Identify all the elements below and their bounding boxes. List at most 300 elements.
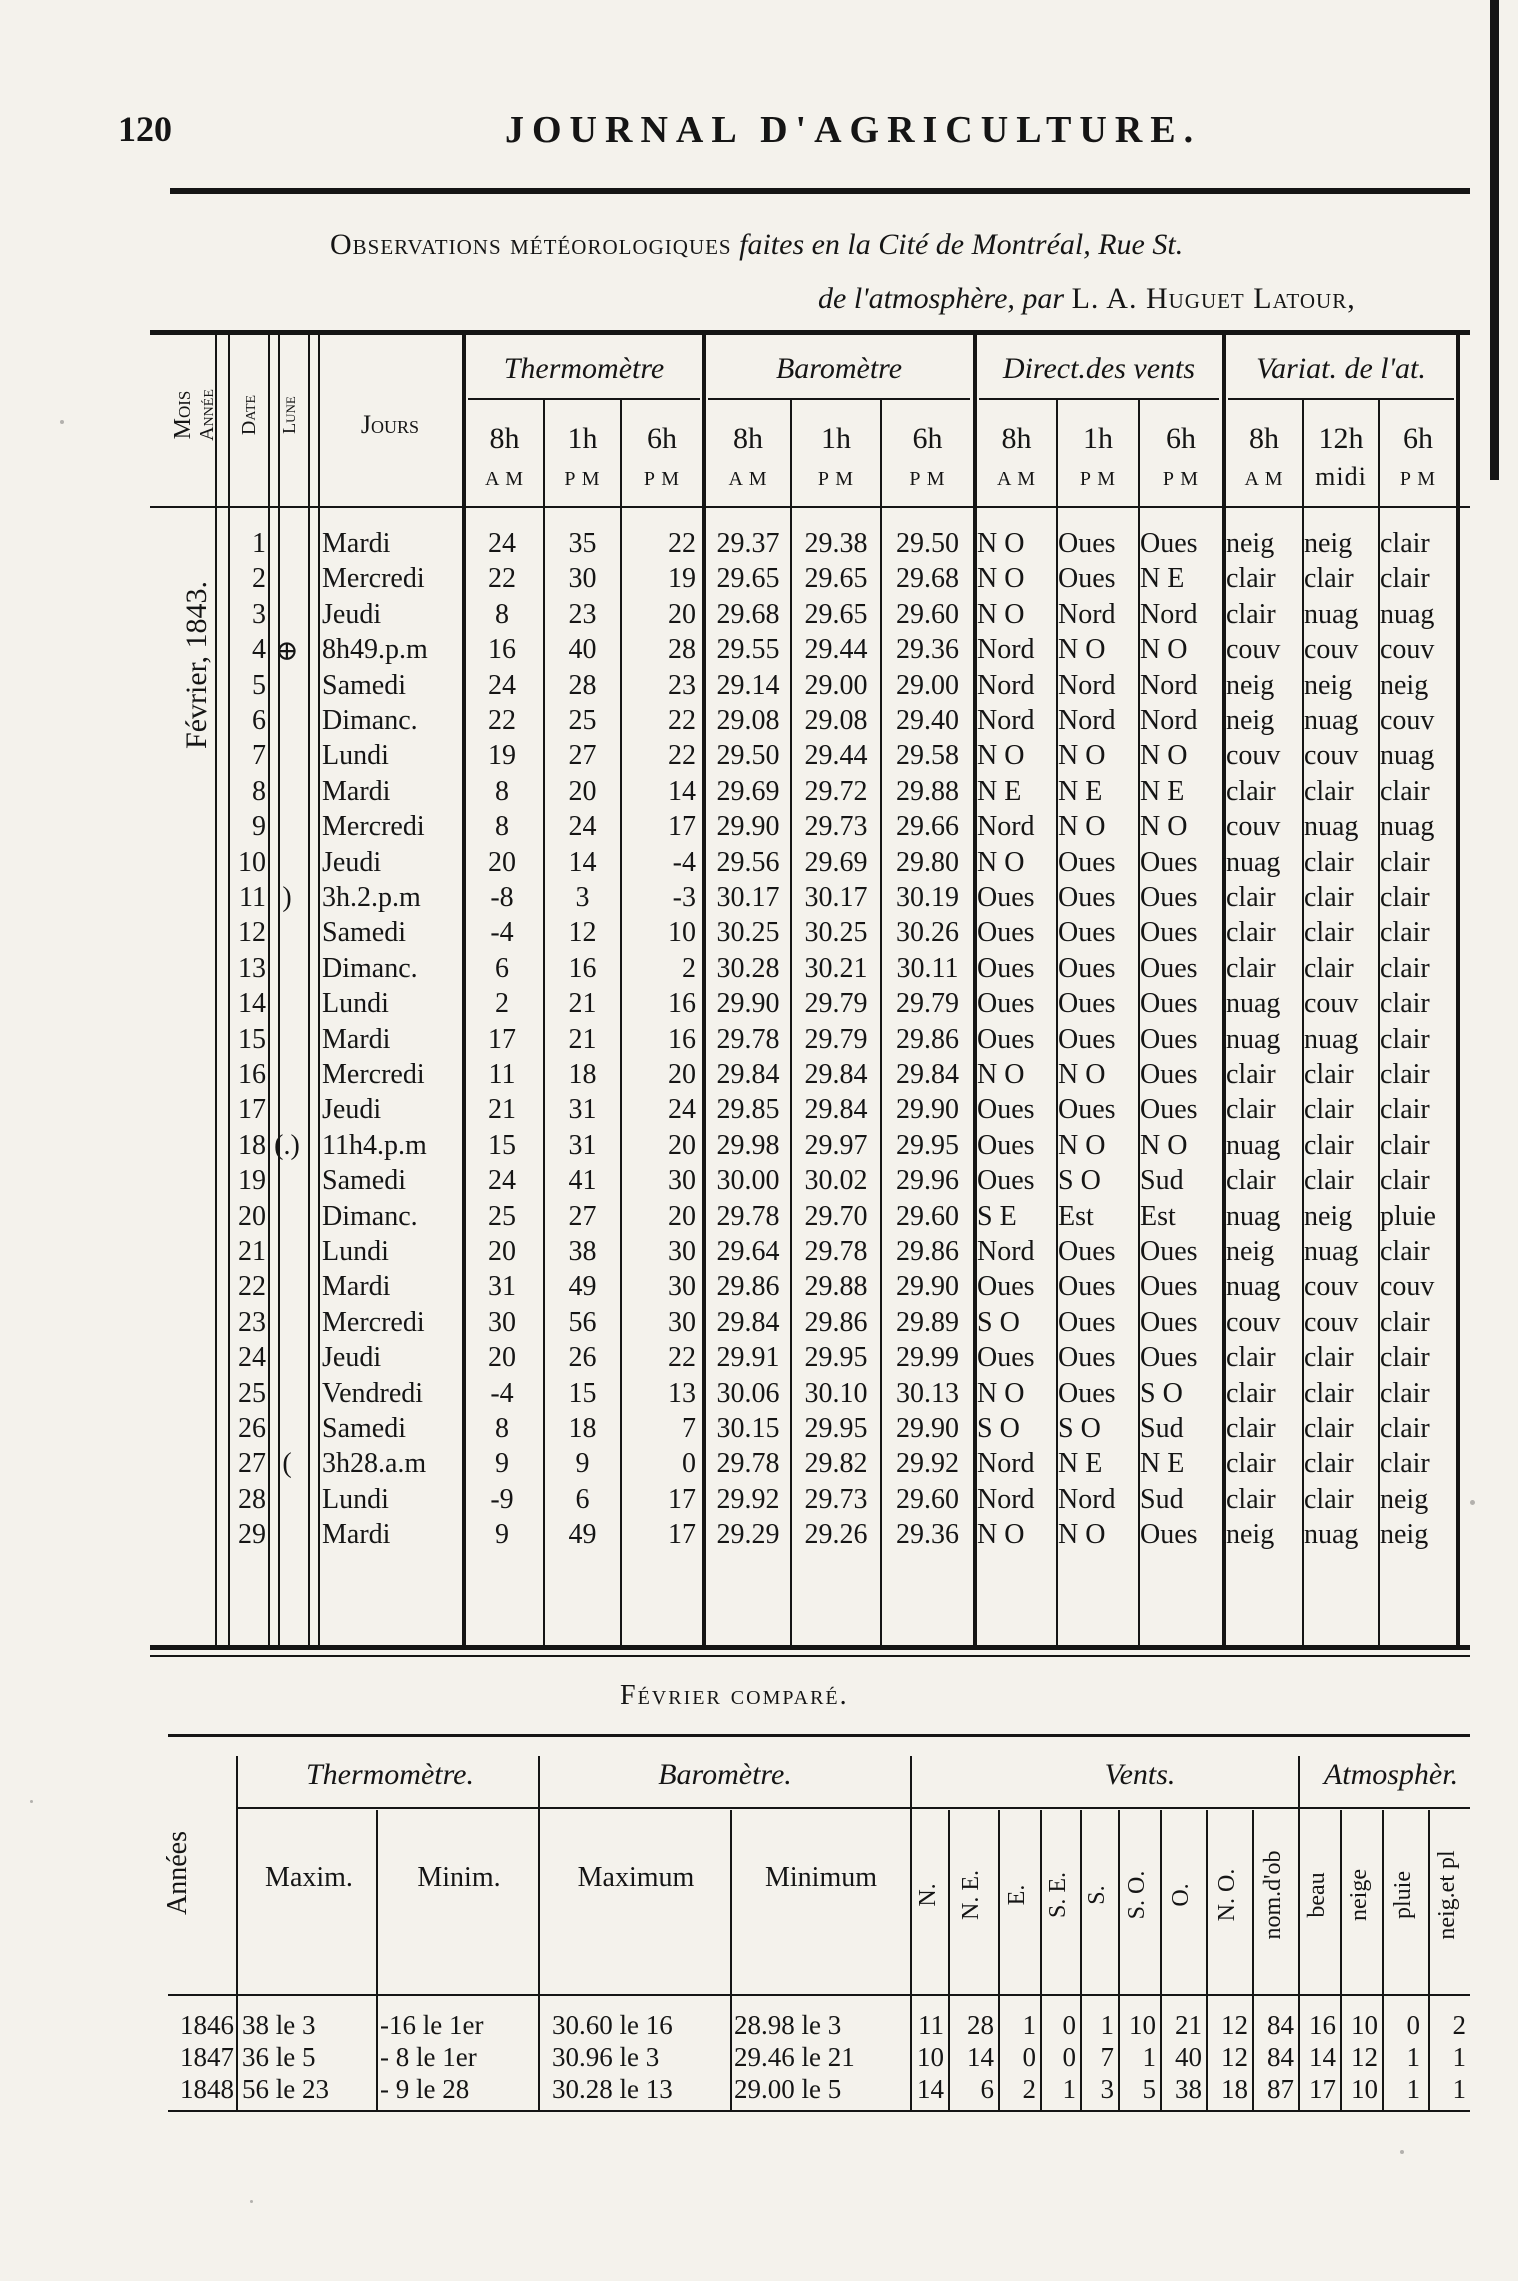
- cmp-maximum-header: Maximum: [577, 1862, 695, 1893]
- cmp-cell-year: 1847: [180, 2042, 234, 2072]
- cell-date: 21: [238, 1236, 266, 1267]
- cmp-cell-minim: - 9 le 28: [380, 2074, 470, 2104]
- cell-jour: 8h49.p.m: [322, 634, 428, 666]
- cell-atm-8h: clair: [1226, 775, 1276, 807]
- cell-baro-8h: 30.17: [716, 882, 780, 913]
- cell-wind-8h: N O: [977, 1377, 1025, 1409]
- cmp-cell-wind-e: 2: [1022, 2074, 1036, 2104]
- cell-atm-12h: clair: [1304, 917, 1354, 949]
- cell-jour: Vendredi: [322, 1377, 424, 1409]
- cell-date: 22: [238, 1271, 266, 1303]
- cmp-col-rule: [236, 1756, 238, 2110]
- cell-wind-8h: S O: [977, 1306, 1020, 1338]
- cell-jour: Jeudi: [322, 846, 382, 878]
- cell-atm-12h: couv: [1304, 740, 1359, 772]
- cell-baro-8h: 30.00: [716, 1165, 780, 1197]
- cell-atm-6h: couv: [1380, 1271, 1435, 1303]
- thermo-group-header: Thermomètre: [503, 352, 665, 385]
- table-row: [0, 599, 1518, 634]
- title-line2-italic: de l'atmosphère, par: [818, 282, 1072, 315]
- cell-atm-12h: clair: [1304, 952, 1354, 984]
- cell-date: 11: [239, 882, 266, 913]
- cmp-cell-wind-n: 11: [918, 2010, 944, 2040]
- cell-thermo-6h: 28: [668, 634, 696, 666]
- cell-date: 2: [252, 563, 266, 595]
- atm-ampm-1: A M: [1244, 468, 1284, 490]
- cell-date: 19: [238, 1165, 266, 1197]
- cell-thermo-1h: 25: [568, 705, 597, 736]
- cell-wind-8h: N O: [977, 1059, 1025, 1090]
- cell-baro-6h: 29.66: [896, 811, 959, 843]
- cell-thermo-6h: 20: [668, 1129, 696, 1161]
- baro-hour-8h: 8h: [733, 422, 763, 455]
- cell-thermo-8h: 19: [488, 740, 516, 772]
- cell-date: 1: [252, 528, 266, 559]
- cell-atm-8h: neig: [1226, 1236, 1275, 1267]
- cell-atm-12h: nuag: [1304, 598, 1359, 630]
- cell-wind-1h: N O: [1058, 634, 1106, 666]
- cell-baro-1h: 29.65: [804, 563, 868, 595]
- cmp-cell-wind-s: 1: [1100, 2010, 1114, 2040]
- cell-atm-12h: clair: [1304, 563, 1354, 595]
- atm-ampm-3: P M: [1399, 468, 1437, 490]
- cell-atm-12h: clair: [1304, 1059, 1354, 1090]
- cmp-header-rule: [168, 1994, 1470, 1996]
- cell-thermo-1h: 21: [568, 1023, 597, 1055]
- cell-atm-6h: clair: [1380, 563, 1430, 595]
- cell-atm-12h: clair: [1304, 1342, 1354, 1374]
- cell-thermo-8h: -4: [490, 1377, 514, 1409]
- cell-atm-8h: clair: [1226, 1377, 1276, 1409]
- cell-thermo-8h: 9: [495, 1448, 509, 1480]
- cmp-cell-maxim: 56 le 23: [242, 2074, 329, 2104]
- cell-wind-8h: Oues: [977, 1129, 1035, 1161]
- cell-baro-8h: 29.90: [716, 988, 780, 1020]
- table-row: [0, 1413, 1518, 1448]
- cmp-cell-wind-so: 1: [1142, 2042, 1156, 2072]
- cmp-cell-wind-no: 12: [1221, 2010, 1248, 2040]
- cell-baro-6h: 30.26: [896, 917, 959, 949]
- cell-baro-8h: 29.29: [716, 1519, 780, 1551]
- cell-atm-6h: clair: [1380, 1413, 1430, 1444]
- cell-date: 16: [238, 1059, 266, 1090]
- cell-baro-6h: 29.60: [896, 1200, 959, 1232]
- cell-thermo-6h: 10: [668, 917, 696, 949]
- cell-atm-12h: couv: [1304, 634, 1359, 666]
- cell-thermo-8h: 8: [495, 811, 509, 843]
- cell-atm-6h: clair: [1380, 952, 1430, 984]
- cell-date: 9: [252, 811, 266, 843]
- cell-wind-8h: Nord: [977, 634, 1035, 666]
- group-underline: [979, 398, 1219, 400]
- table-row: [0, 1271, 1518, 1306]
- cell-atm-6h: pluie: [1380, 1200, 1436, 1232]
- cell-atm-12h: nuag: [1304, 1236, 1359, 1267]
- cell-jour: Samedi: [322, 1165, 406, 1197]
- cell-atm-8h: clair: [1226, 1059, 1276, 1090]
- table-row: [0, 882, 1518, 917]
- cell-atm-12h: nuag: [1304, 705, 1359, 736]
- table-row: [0, 528, 1518, 563]
- cmp-cell-wind-so: 5: [1142, 2074, 1156, 2104]
- cmp-cell-maxim: 36 le 5: [242, 2042, 316, 2072]
- cell-atm-6h: neig: [1380, 1483, 1429, 1515]
- cell-jour: Mercredi: [322, 1059, 425, 1090]
- cell-baro-6h: 29.50: [896, 528, 959, 559]
- margin-bar: [1490, 0, 1499, 480]
- cell-baro-6h: 29.92: [896, 1448, 959, 1480]
- cell-atm-8h: nuag: [1226, 988, 1281, 1020]
- paper-speck: [30, 1800, 33, 1803]
- cell-date: 29: [238, 1519, 266, 1551]
- cell-atm-8h: nuag: [1226, 1023, 1281, 1055]
- cell-wind-6h: Oues: [1140, 846, 1198, 878]
- cell-atm-12h: nuag: [1304, 1519, 1359, 1551]
- cell-atm-12h: clair: [1304, 1413, 1354, 1444]
- cell-wind-6h: Sud: [1140, 1413, 1184, 1444]
- cell-date: 3: [252, 598, 266, 630]
- cell-atm-12h: nuag: [1304, 1023, 1359, 1055]
- cell-wind-1h: Est: [1058, 1200, 1094, 1232]
- cell-thermo-8h: -9: [490, 1483, 514, 1515]
- cell-baro-6h: 29.60: [896, 1483, 959, 1515]
- cell-atm-12h: clair: [1304, 1483, 1354, 1515]
- cell-date: 10: [238, 846, 266, 878]
- cmp-pluie-header: pluie: [1390, 1871, 1416, 1919]
- cell-baro-6h: 29.68: [896, 563, 959, 595]
- cmp-cell-maximum: 30.96 le 3: [552, 2042, 660, 2072]
- cell-baro-8h: 30.15: [716, 1413, 780, 1444]
- cell-wind-8h: N O: [977, 740, 1025, 772]
- cell-atm-6h: clair: [1380, 1023, 1430, 1055]
- table-row: [0, 1024, 1518, 1059]
- cell-atm-12h: clair: [1304, 1129, 1354, 1161]
- jours-header: Jours: [360, 410, 420, 439]
- mois-header: Mois: [170, 390, 196, 440]
- cell-thermo-8h: 2: [495, 988, 509, 1020]
- cell-atm-6h: clair: [1380, 988, 1430, 1020]
- cell-baro-6h: 29.79: [896, 988, 959, 1020]
- table-row: [0, 847, 1518, 882]
- cell-thermo-8h: 16: [488, 634, 516, 666]
- cell-thermo-1h: 26: [568, 1342, 597, 1374]
- cell-jour: Mardi: [322, 1271, 391, 1303]
- vents-group-header: Direct.des vents: [1002, 352, 1196, 385]
- baro-hour-1h: 1h: [821, 422, 851, 455]
- cell-thermo-8h: 9: [495, 1519, 509, 1551]
- cmp-cell-wind-se: 0: [1062, 2042, 1076, 2072]
- cell-baro-6h: 29.88: [896, 775, 959, 807]
- cell-wind-6h: N E: [1140, 775, 1185, 807]
- table-row: [0, 1448, 1518, 1483]
- table-row: [0, 1307, 1518, 1342]
- cell-moon: ): [282, 882, 292, 913]
- paper-speck: [60, 420, 64, 424]
- cell-jour: Mercredi: [322, 811, 425, 843]
- cell-wind-8h: N O: [977, 598, 1025, 630]
- cell-atm-6h: clair: [1380, 1306, 1430, 1338]
- cell-thermo-1h: 21: [568, 988, 597, 1020]
- cell-jour: Lundi: [322, 740, 389, 772]
- cell-thermo-6h: 13: [668, 1377, 696, 1409]
- cell-thermo-8h: 11: [488, 1059, 516, 1090]
- cell-baro-8h: 29.86: [716, 1271, 780, 1303]
- cell-atm-6h: clair: [1380, 1094, 1430, 1126]
- baro-ampm-1: A M: [728, 468, 768, 490]
- thermo-ampm-3: P M: [643, 468, 681, 490]
- cell-atm-12h: clair: [1304, 775, 1354, 807]
- cell-baro-1h: 29.73: [804, 811, 868, 843]
- cell-date: 23: [238, 1306, 266, 1338]
- cell-atm-6h: clair: [1380, 846, 1430, 878]
- atm-ampm-2: midi: [1315, 462, 1367, 491]
- table-row: [0, 1484, 1518, 1519]
- cell-thermo-1h: 38: [568, 1236, 597, 1267]
- cell-moon: (.): [274, 1129, 300, 1161]
- cmp-cell-neigpl: 1: [1452, 2074, 1466, 2104]
- cell-baro-8h: 29.91: [716, 1342, 780, 1374]
- cell-wind-1h: Nord: [1058, 705, 1116, 736]
- cell-thermo-6h: 0: [682, 1448, 696, 1480]
- cmp-cell-pluie: 0: [1406, 2010, 1420, 2040]
- cell-wind-1h: Nord: [1058, 669, 1116, 701]
- cell-atm-8h: clair: [1226, 1413, 1276, 1444]
- cell-wind-8h: Oues: [977, 1094, 1035, 1126]
- cell-thermo-1h: 18: [568, 1059, 597, 1090]
- cell-thermo-6h: -3: [672, 882, 696, 913]
- cell-jour: Mardi: [322, 775, 391, 807]
- cell-atm-8h: clair: [1226, 952, 1276, 984]
- baro-ampm-3: P M: [909, 468, 946, 490]
- lune-header: Lune: [279, 396, 299, 434]
- cmp-ne-header: N. E.: [958, 1870, 984, 1920]
- vents-ampm-3: P M: [1162, 468, 1200, 490]
- cell-atm-6h: clair: [1380, 528, 1430, 559]
- cell-thermo-8h: 22: [488, 563, 516, 595]
- cell-atm-6h: nuag: [1380, 740, 1435, 772]
- cmp-cell-year: 1846: [180, 2010, 234, 2040]
- table-row: [0, 1130, 1518, 1165]
- cmp-group-underline: [238, 1807, 1470, 1809]
- cmp-cell-wind-no: 18: [1221, 2074, 1248, 2104]
- cell-wind-1h: Oues: [1058, 988, 1116, 1020]
- cell-wind-6h: N O: [1140, 1129, 1188, 1161]
- atm-hour-12h: 12h: [1318, 422, 1364, 455]
- cell-baro-1h: 29.00: [804, 669, 868, 701]
- cell-baro-6h: 29.86: [896, 1236, 959, 1267]
- cell-wind-1h: Oues: [1058, 563, 1116, 595]
- cmp-col-rule: [538, 1756, 540, 2110]
- cell-thermo-6h: 30: [668, 1236, 696, 1267]
- cmp-maxim-header: Maxim.: [265, 1862, 353, 1893]
- cell-thermo-6h: 22: [668, 528, 696, 559]
- cell-thermo-1h: 6: [575, 1483, 590, 1515]
- cell-baro-8h: 29.69: [716, 775, 780, 807]
- cell-thermo-1h: 27: [568, 740, 597, 772]
- baro-hour-6h: 6h: [912, 422, 943, 455]
- cell-wind-8h: Nord: [977, 811, 1035, 843]
- cell-atm-6h: clair: [1380, 1448, 1430, 1480]
- cell-atm-8h: neig: [1226, 669, 1275, 701]
- cell-thermo-6h: -4: [672, 846, 696, 878]
- cell-baro-8h: 29.37: [716, 528, 780, 559]
- cmp-cell-wind-ne: 28: [967, 2010, 994, 2040]
- table-bottom-rule: [150, 1645, 1470, 1650]
- title-smallcaps: Observations météorologiques: [330, 228, 732, 261]
- cmp-nomob-header: nom.d'ob: [1260, 1850, 1286, 1940]
- group-underline: [708, 398, 970, 400]
- table-row: [0, 917, 1518, 952]
- cell-thermo-8h: 24: [488, 528, 516, 559]
- cmp-atm-header: Atmosphèr.: [1323, 1758, 1459, 1791]
- cell-thermo-6h: 19: [668, 563, 696, 595]
- cell-baro-1h: 30.10: [804, 1377, 868, 1409]
- cell-wind-1h: Oues: [1058, 1023, 1116, 1055]
- cell-thermo-1h: 49: [568, 1519, 597, 1551]
- cmp-s-header: S.: [1084, 1885, 1110, 1905]
- cell-jour: 3h28.a.m: [322, 1448, 427, 1480]
- cell-thermo-8h: 21: [488, 1094, 516, 1126]
- cmp-neigpl-header: neig.et pl: [1434, 1850, 1460, 1940]
- cell-baro-1h: 29.95: [804, 1342, 868, 1374]
- cell-thermo-1h: 49: [568, 1271, 597, 1303]
- cell-date: 4: [252, 634, 266, 666]
- cell-wind-6h: Oues: [1140, 917, 1198, 949]
- cell-wind-8h: Oues: [977, 988, 1035, 1020]
- cell-thermo-1h: 16: [568, 952, 597, 984]
- cell-wind-1h: Oues: [1058, 1236, 1116, 1267]
- cell-atm-12h: clair: [1304, 1448, 1354, 1480]
- cmp-cell-maximum: 30.28 le 13: [552, 2074, 673, 2104]
- cell-wind-1h: Oues: [1058, 1377, 1116, 1409]
- cell-wind-6h: Oues: [1140, 1519, 1198, 1551]
- cell-baro-1h: 30.21: [804, 952, 868, 984]
- cell-wind-6h: Nord: [1140, 598, 1198, 630]
- table-row: [0, 1519, 1518, 1554]
- cmp-cell-wind-n: 14: [917, 2074, 944, 2104]
- cell-wind-6h: Oues: [1140, 1271, 1198, 1303]
- table-top-rule: [150, 330, 1470, 335]
- cell-wind-8h: Nord: [977, 669, 1035, 701]
- cell-thermo-8h: 20: [488, 846, 516, 878]
- cell-wind-8h: Oues: [977, 1165, 1035, 1197]
- cell-atm-8h: clair: [1226, 1094, 1276, 1126]
- cell-baro-8h: 29.90: [716, 811, 780, 843]
- paper-speck: [1400, 2150, 1404, 2154]
- cell-thermo-1h: 30: [568, 563, 597, 595]
- cell-date: 7: [252, 740, 266, 772]
- cell-wind-8h: Oues: [977, 882, 1035, 913]
- cell-thermo-6h: 30: [668, 1271, 696, 1303]
- cell-baro-1h: 29.72: [804, 775, 868, 807]
- cmp-cell-wind-s: 3: [1100, 2074, 1114, 2104]
- cell-baro-1h: 29.97: [804, 1129, 868, 1161]
- cell-baro-1h: 29.86: [804, 1306, 868, 1338]
- cmp-thermo-header: Thermomètre.: [305, 1758, 475, 1791]
- cmp-cell-minim: - 8 le 1er: [380, 2042, 477, 2072]
- annees-header: Années: [162, 1831, 193, 1915]
- cell-jour: Dimanc.: [322, 705, 418, 736]
- cell-wind-8h: N E: [977, 775, 1022, 807]
- cell-baro-8h: 29.84: [716, 1306, 780, 1338]
- cmp-cell-neige: 10: [1351, 2010, 1378, 2040]
- cell-wind-1h: Oues: [1058, 882, 1116, 913]
- cell-atm-8h: nuag: [1226, 846, 1281, 878]
- cell-baro-6h: 29.00: [896, 669, 959, 701]
- cell-baro-8h: 29.78: [716, 1200, 780, 1232]
- cell-wind-8h: N O: [977, 846, 1025, 878]
- cmp-cell-wind-ne: 14: [967, 2042, 994, 2072]
- cell-baro-6h: 29.89: [896, 1306, 959, 1338]
- cell-atm-6h: neig: [1380, 1519, 1429, 1551]
- cell-baro-6h: 29.99: [896, 1342, 959, 1374]
- cell-baro-8h: 29.78: [716, 1023, 780, 1055]
- table-row: [0, 670, 1518, 705]
- cell-atm-8h: clair: [1226, 882, 1276, 913]
- cell-wind-6h: Nord: [1140, 705, 1198, 736]
- cell-thermo-8h: 8: [495, 598, 509, 630]
- cmp-minim-header: Minim.: [417, 1862, 501, 1893]
- cell-wind-1h: N O: [1058, 1129, 1106, 1161]
- cell-baro-1h: 29.79: [804, 1023, 868, 1055]
- table-bottom-rule2: [150, 1655, 1470, 1657]
- comparison-top-rule: [168, 1734, 1470, 1737]
- cell-atm-12h: neig: [1304, 1200, 1353, 1232]
- vents-hour-1h: 1h: [1083, 422, 1113, 455]
- cell-thermo-6h: 17: [668, 811, 696, 843]
- cell-atm-8h: clair: [1226, 598, 1276, 630]
- cell-wind-6h: N O: [1140, 740, 1188, 772]
- cell-atm-12h: neig: [1304, 669, 1353, 701]
- cmp-cell-wind-o: 40: [1175, 2042, 1202, 2072]
- comparison-title: Février comparé.: [620, 1680, 849, 1711]
- table-row: [0, 776, 1518, 811]
- cell-thermo-6h: 14: [668, 775, 696, 807]
- cell-wind-1h: Nord: [1058, 598, 1116, 630]
- cmp-cell-nomob: 84: [1267, 2010, 1294, 2040]
- cell-atm-12h: clair: [1304, 1094, 1354, 1126]
- table-row: [0, 811, 1518, 846]
- cell-moon: (: [282, 1448, 292, 1480]
- cmp-cell-pluie: 1: [1406, 2042, 1420, 2072]
- cell-baro-6h: 29.36: [896, 634, 959, 666]
- cell-baro-1h: 29.78: [804, 1236, 868, 1267]
- cell-jour: Dimanc.: [322, 1200, 418, 1232]
- cell-baro-1h: 29.88: [804, 1271, 868, 1303]
- cell-thermo-6h: 22: [668, 1342, 696, 1374]
- cell-wind-8h: S O: [977, 1413, 1020, 1444]
- cell-wind-6h: Oues: [1140, 1306, 1198, 1338]
- cell-baro-8h: 30.28: [716, 952, 780, 984]
- cell-baro-1h: 29.69: [804, 846, 868, 878]
- cell-wind-6h: Oues: [1140, 1342, 1198, 1374]
- cell-atm-6h: nuag: [1380, 811, 1435, 843]
- cell-wind-6h: Sud: [1140, 1483, 1184, 1515]
- date-header: Date: [238, 394, 260, 436]
- cell-baro-6h: 29.86: [896, 1023, 959, 1055]
- cell-jour: Lundi: [322, 988, 389, 1020]
- cell-jour: Samedi: [322, 669, 406, 701]
- cmp-cell-nomob: 84: [1267, 2042, 1294, 2072]
- cell-atm-12h: clair: [1304, 846, 1354, 878]
- cell-atm-6h: clair: [1380, 1129, 1430, 1161]
- cell-wind-6h: Oues: [1140, 1094, 1198, 1126]
- cell-atm-6h: clair: [1380, 1342, 1430, 1374]
- cell-thermo-1h: 31: [568, 1129, 597, 1161]
- cell-baro-6h: 30.13: [896, 1377, 959, 1409]
- cell-thermo-1h: 35: [568, 528, 597, 559]
- table-row: [0, 1378, 1518, 1413]
